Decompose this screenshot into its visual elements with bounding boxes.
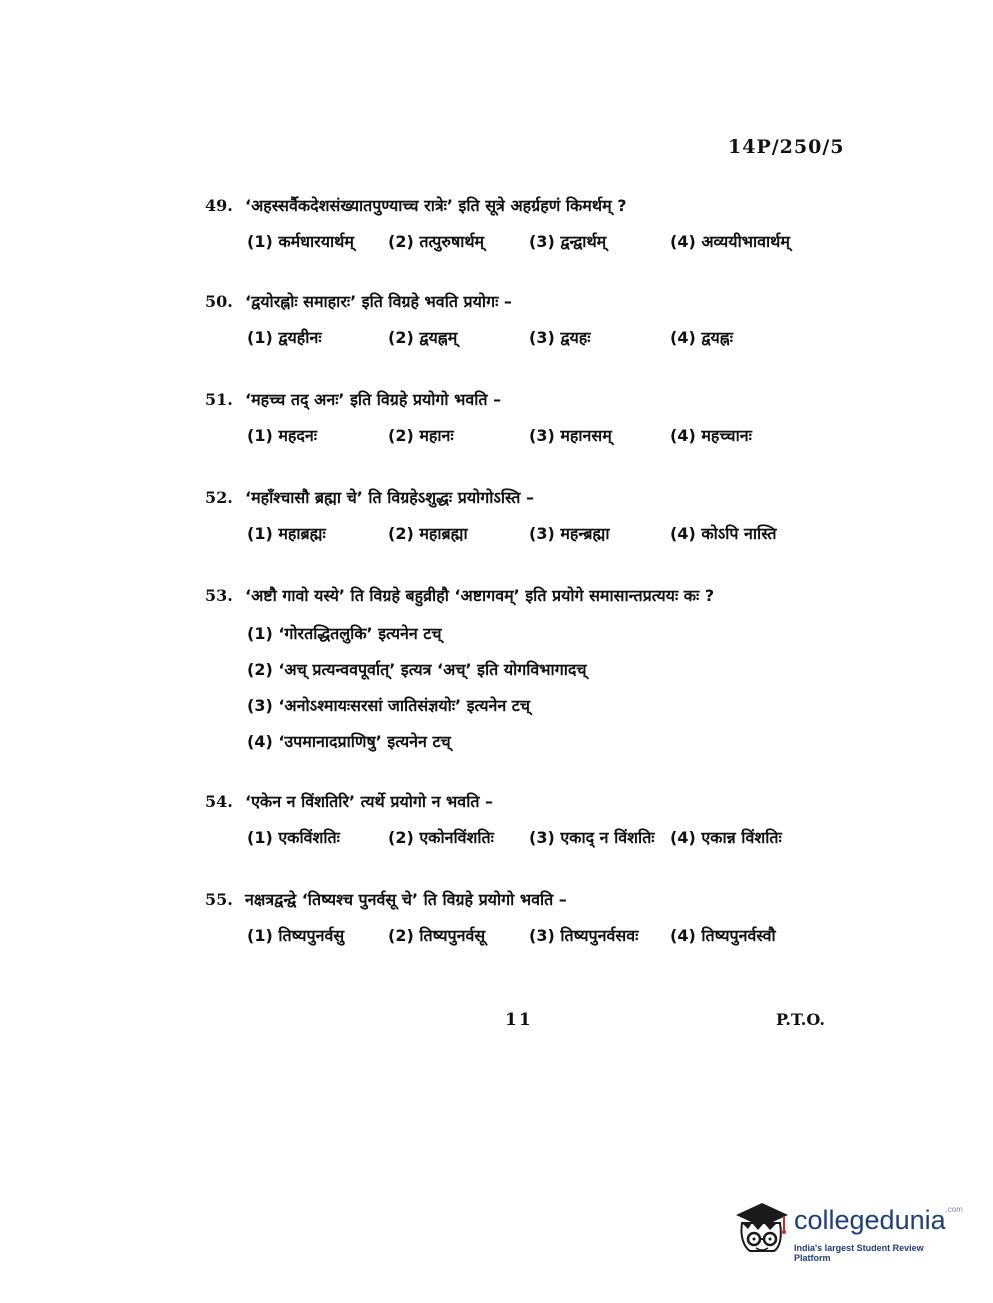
graduate-mascot-icon	[732, 1197, 790, 1263]
option-1: (1) तिष्यपुनर्वसु	[247, 926, 345, 945]
page-number: 11	[505, 1010, 533, 1030]
question-number: 51.	[205, 389, 233, 409]
brand-name: collegedunia$^{.com}$	[794, 1205, 963, 1235]
option-1: (1) महदनः	[247, 426, 318, 445]
question-text: ‘एकेन न विंशतिरि’ त्यर्थे प्रयोगो न भवति –	[245, 792, 494, 811]
option-1: (1) ‘गोरतद्धितलुकि’ इत्यनेन टच्	[247, 624, 442, 643]
brand-tagline: India's largest Student Review Platform	[794, 1243, 924, 1263]
question-text: ‘अहस्सर्वैकदेशसंख्यातपुण्याच्च रात्रेः’ इति सूत्रे अहर्ग्रहणं किमर्थम् ?	[245, 196, 627, 215]
question-text: ‘द्वयोरह्नोः समाहारः’ इति विग्रहे भवति प्रयोगः –	[245, 292, 512, 311]
option-1: (1) कर्मधारयार्थम्	[247, 232, 354, 251]
question-text: ‘महाँश्चासौ ब्रह्मा चे’ ति विग्रहेऽशुद्धः प्रयोगोऽस्ति –	[245, 488, 534, 507]
option-2: (2) महाब्रह्मा	[388, 524, 468, 543]
question-50	[205, 288, 845, 348]
collegedunia-logo	[732, 1195, 962, 1265]
question-text: ‘महच्च तद् अनः’ इति विग्रहे प्रयोगो भवति –	[245, 390, 502, 409]
option-2: (2) द्वयह्नम्	[388, 328, 458, 347]
page-code: 14P/250/5	[728, 136, 845, 158]
question-text: नक्षत्रद्वन्द्वे ‘तिष्यश्च पुनर्वसू चे’ ति विग्रहे प्रयोगो भवति –	[245, 890, 567, 909]
question-52	[205, 484, 845, 544]
option-3: (3) ‘अनोऽश्मायःसरसां जातिसंज्ञयोः’ इत्यनेन टच्	[247, 696, 531, 715]
option-3: (3) तिष्यपुनर्वसवः	[529, 926, 639, 945]
option-1: (1) द्वयहीनः	[247, 328, 322, 347]
option-3: (3) महानसम्	[529, 426, 612, 445]
question-number: 54.	[205, 791, 233, 811]
option-4: (4) अव्ययीभावार्थम्	[670, 232, 790, 251]
option-4: (4) ‘उपमानादप्राणिषु’ इत्यनेन टच्	[247, 732, 451, 751]
option-4: (4) तिष्यपुनर्वस्वौ	[670, 926, 776, 945]
question-53	[205, 582, 845, 760]
question-49	[205, 192, 845, 252]
option-3: (3) द्वयहः	[529, 328, 591, 347]
option-2: (2) महानः	[388, 426, 454, 445]
option-1: (1) एकविंशतिः	[247, 828, 340, 847]
option-3: (3) एकाद् न विंशतिः	[529, 828, 655, 847]
option-2: (2) तिष्यपुनर्वसू	[388, 926, 486, 945]
question-51	[205, 386, 845, 446]
pto-label: P.T.O.	[776, 1010, 825, 1029]
option-2: (2) ‘अच् प्रत्यन्ववपूर्वात्’ इत्यत्र ‘अच्’ इति योगविभागादच्	[247, 660, 587, 679]
option-4: (4) महच्चानः	[670, 426, 752, 445]
option-1: (1) महाब्रह्मः	[247, 524, 326, 543]
option-4: (4) एकान्न विंशतिः	[670, 828, 782, 847]
option-3: (3) महन्ब्रह्मा	[529, 524, 610, 543]
option-4: (4) कोऽपि नास्ति	[670, 524, 777, 543]
question-55	[205, 886, 845, 946]
question-54	[205, 788, 845, 848]
question-number: 52.	[205, 487, 233, 507]
option-3: (3) द्वन्द्वार्थम्	[529, 232, 607, 251]
question-number: 50.	[205, 291, 233, 311]
question-number: 55.	[205, 889, 233, 909]
option-4: (4) द्वयह्नः	[670, 328, 733, 347]
question-number: 49.	[205, 195, 233, 215]
option-2: (2) तत्पुरुषार्थम्	[388, 232, 485, 251]
option-2: (2) एकोनविंशतिः	[388, 828, 494, 847]
question-text: ‘अष्टौ गावो यस्ये’ ति विग्रहे बहुव्रीहौ ‘अष्टागवम्’ इति प्रयोगे समासान्तप्रत्ययः कः ?	[245, 586, 715, 605]
question-number: 53.	[205, 585, 233, 605]
